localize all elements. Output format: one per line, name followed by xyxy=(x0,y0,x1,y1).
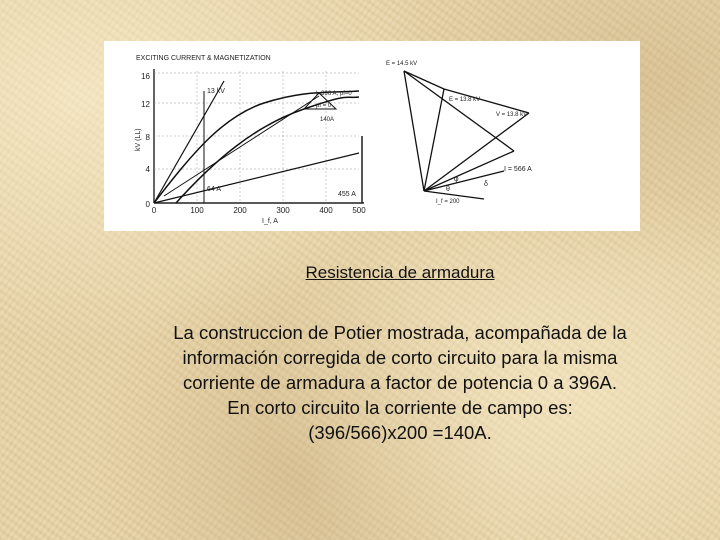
phasor-if: I_f = 200 xyxy=(436,199,460,205)
y-tick-8: 8 xyxy=(145,133,150,142)
phasor-v-right: V = 13.8 kV xyxy=(496,112,528,118)
x-tick-300: 300 xyxy=(276,206,290,215)
label-pf-zero: I=396 A, pf=0 xyxy=(316,91,352,97)
phasor-e-mid: E = 13.8 kV xyxy=(449,97,481,103)
air-gap-line xyxy=(154,81,224,203)
phasor-phi: φ xyxy=(454,176,459,183)
label-64a: 64 A xyxy=(207,186,222,193)
paragraph-line: En corto circuito la corriente de campo es: xyxy=(227,397,573,418)
paragraph-line: corriente de armadura a factor de potencia 0 a 396A. xyxy=(183,372,617,393)
zero-pf-curve xyxy=(176,97,359,203)
label-13kv: 13 kV xyxy=(207,88,225,95)
y-axis-label: kV (LL) xyxy=(135,128,142,151)
phasor-i-label: I = 566 A xyxy=(504,166,532,173)
phasor-theta: θ xyxy=(446,186,450,193)
y-tick-0: 0 xyxy=(145,200,150,209)
phasor-delta: δ xyxy=(484,181,488,188)
label-140a: 140A xyxy=(320,117,335,123)
paragraph-line: La construccion de Potier mostrada, acompañada de la xyxy=(173,322,627,343)
x-tick-500: 500 xyxy=(352,206,366,215)
x-tick-200: 200 xyxy=(233,206,247,215)
y-tick-4: 4 xyxy=(145,165,150,174)
phasor-e-top: E = 14.5 kV xyxy=(386,61,418,67)
x-tick-400: 400 xyxy=(319,206,333,215)
x-tick-100: 100 xyxy=(190,206,204,215)
y-tick-12: 12 xyxy=(141,100,150,109)
label-455a: 455 A xyxy=(338,191,356,198)
phasor-diagram xyxy=(404,71,529,199)
figure-caption: EXCITING CURRENT & MAGNETIZATION xyxy=(136,55,271,62)
paragraph-line: información corregida de corto circuito para la misma xyxy=(182,347,618,368)
y-tick-16: 16 xyxy=(141,72,150,81)
label-pf: pf = 0 xyxy=(316,103,332,109)
paragraph-line: (396/566)x200 =140A. xyxy=(308,422,492,443)
section-heading: Resistencia de armadura xyxy=(305,263,495,282)
x-axis-label: I_f, A xyxy=(262,218,278,225)
explanation-paragraph xyxy=(98,320,702,445)
x-tick-0: 0 xyxy=(151,206,157,215)
potier-figure xyxy=(104,41,640,231)
short-circuit-line xyxy=(154,153,359,203)
potier-diagram xyxy=(104,41,640,231)
